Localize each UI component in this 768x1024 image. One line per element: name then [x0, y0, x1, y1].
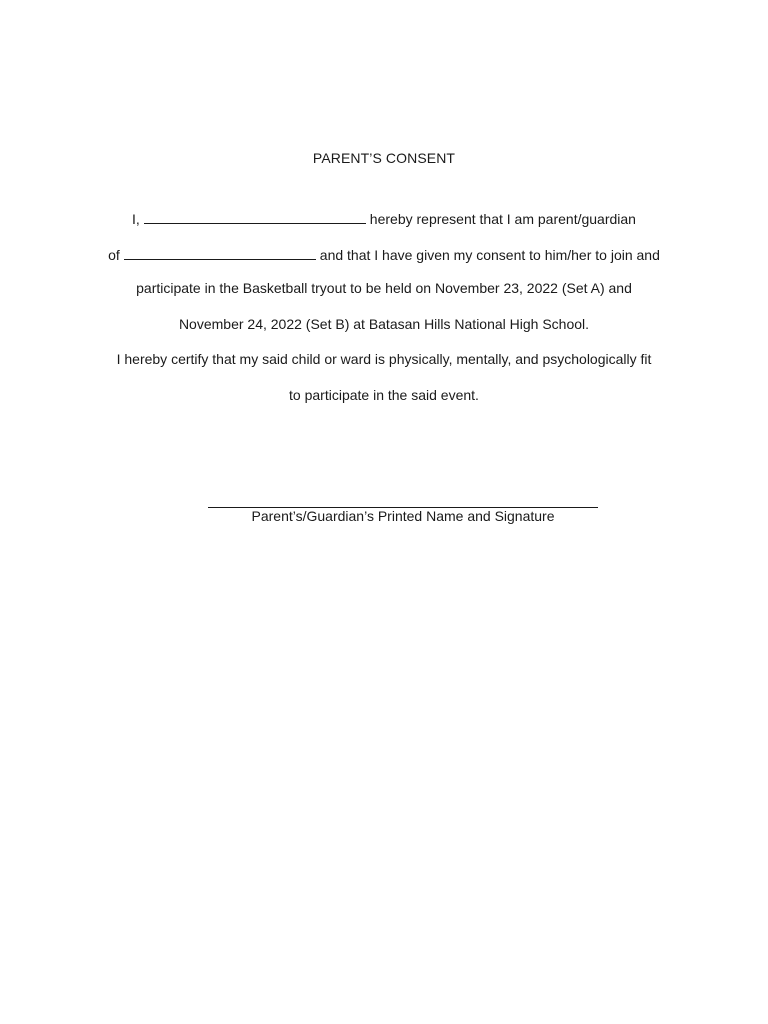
document-title: PARENT’S CONSENT	[312, 150, 456, 166]
signature-caption: Parent’s/Guardian’s Printed Name and Signature	[251, 508, 555, 524]
paragraph-line-4: November 24, 2022 (Set B) at Batasan Hills National High School.	[178, 316, 590, 332]
line1-suffix: hereby represent that I am parent/guardian	[369, 211, 636, 227]
paragraph-line-1	[0, 209, 768, 227]
paragraph-line-3: participate in the Basketball tryout to be held on November 23, 2022 (Set A) and	[136, 280, 632, 296]
paragraph-line-5: I hereby certify that my said child or ward is physically, mentally, and psychologically fit	[116, 351, 652, 367]
line1-prefix: I,	[132, 211, 140, 227]
child-name-blank[interactable]	[124, 245, 316, 260]
parent-name-blank[interactable]	[144, 209, 366, 224]
line2-prefix: of	[108, 247, 120, 263]
paragraph-line-2	[0, 245, 768, 263]
paragraph-line-6: to participate in the said event.	[289, 387, 479, 403]
line2-suffix: and that I have given my consent to him/her to join and	[319, 247, 660, 263]
